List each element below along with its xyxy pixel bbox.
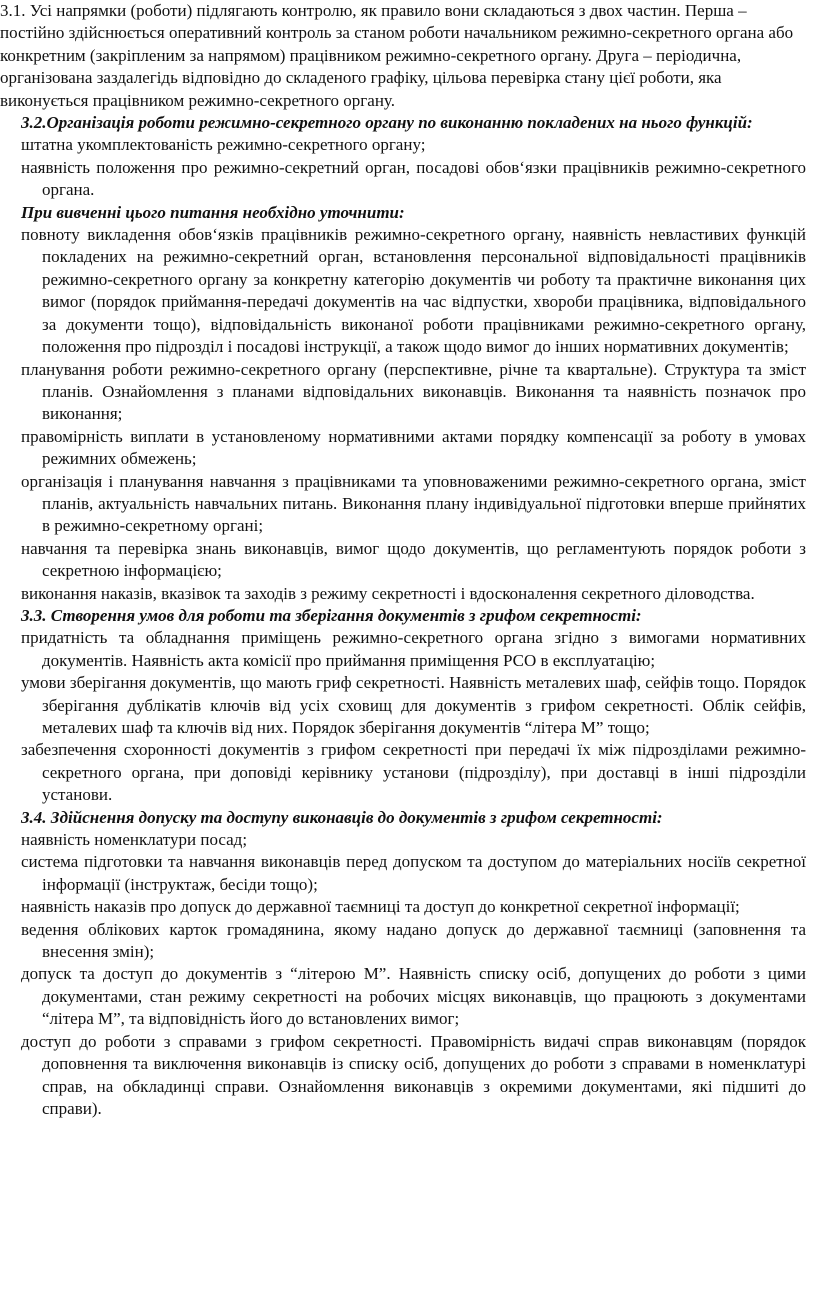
list-item: наявність номенклатури посад; (21, 830, 248, 850)
intro-paragraph: 3.1. Усі напрямки (роботи) підлягають контролю, як правило вони складаються з двох частин. Перша – постійно здійснюється оперативний контроль за станом роботи начальником режимно-секретного органа або конкретним (закріпленим за напрямом) працівником режимно-секретного органу. Друга – періодична, організована заздалегідь відповідно до складеного графіку, цільова перевірка стану цієї роботи, яка виконується працівником режимно-секретного органу. (0, 1, 794, 110)
list-item: умови зберігання документів, що мають гриф секретності. Наявність металевих шаф, сейфів тощо. Порядок зберігання дублікатів ключів від усіх сховищ для документів з грифом секретності. Облік сейфів, металевих шаф та ключів від них. Порядок зберігання документів “літера М” тощо; (21, 673, 807, 737)
section-heading-3-4: 3.4. Здійснення допуску та доступу виконавців до документів з грифом секретності: (21, 807, 663, 827)
list-item: ведення облікових карток громадянина, якому надано допуск до державної таємниці (заповнення та внесення змін); (21, 919, 806, 962)
list-item: придатність та обладнання приміщень режимно-секретного органа згідно з вимогами нормативних документів. Наявність акта комісії про приймання приміщення РСО в експлуатацію; (21, 628, 806, 670)
list-item: штатна укомплектованість режимно-секретного органу; (21, 135, 426, 155)
list-item: наявність наказів про допуск до державної таємниці та доступ до конкретної секретної інформації; (21, 897, 740, 917)
list-item: забезпечення схоронності документів з грифом секретності при передачі їх між підрозділами режимно-секретного органа, при доповіді керівнику установи (підрозділу), при доставці в інші підрозділи установи. (21, 740, 806, 805)
list-item: виконання наказів, вказівок та заходів з режиму секретності і вдосконалення секретного діловодства. (21, 583, 755, 603)
section-heading-3-3: 3.3. Створення умов для роботи та зберігання документів з грифом секретності: (21, 605, 642, 625)
subheading-clarify: При вивченні цього питання необхідно уточнити: (21, 202, 405, 222)
list-item: система підготовки та навчання виконавців перед допуском та доступом до матеріальних носіїв секретної інформації (інструктаж, бесіди тощо); (21, 852, 806, 894)
list-item: доступ до роботи з справами з грифом секретності. Правомірність видачі справ виконавцям (порядок доповнення та виключення виконавців із списку осіб, допущених до роботи з справами в номенклатурі справ, на обкладинці справи. Ознайомлення виконавців з окремими документами, які підшиті до справи). (21, 1031, 806, 1118)
list-item: повноту викладення обов‘язків працівників режимно-секретного органу, наявність невластивих функцій покладених на режимно-секретний орган, встановлення персональної відповідальності працівників режимно-секретного органу за конкретну категорію документів чи роботу та практичне виконання цих вимог (порядок приймання-передачі документів на час відпустки, хвороби працівника, відповідального за документи тощо), відповідальність виконаної роботи працівниками режимно-секретного органу, положення про підрозділ і посадові інструкції, а також щодо вимог до інших нормативних документів; (21, 225, 806, 357)
list-item: планування роботи режимно-секретного органу (перспективне, річне та квартальне). Структура та зміст планів. Ознайомлення з планами відповідальних виконавців. Виконання та наявність позначок про виконання; (21, 359, 806, 424)
list-item: допуск та доступ до документів з “літерою М”. Наявність списку осіб, допущених до роботи з цими документами, стан режиму секретності на робочих місцях виконавців, що працюють з документами “літера М”, та відповідність його до встановлених вимог; (21, 964, 806, 1029)
list-item: наявність положення про режимно-секретний орган, посадові обов‘язки працівників режимно-секретного органа. (21, 157, 806, 200)
list-item: правомірність виплати в установленому нормативними актами порядку компенсації за роботу в умовах режимних обмежень; (21, 426, 806, 469)
list-item: навчання та перевірка знань виконавців, вимог щодо документів, що регламентують порядок роботи з секретною інформацією; (21, 538, 806, 581)
list-item: організація і планування навчання з працівниками та уповноваженими режимно-секретного органа, зміст планів, актуальність навчальних питань. Виконання плану індивідуальної підготовки вперше прийнятих в режимно-секретному органі; (21, 471, 806, 536)
section-heading-3-2: 3.2.Організація роботи режимно-секретного органу по виконанню покладених на нього функцій: (21, 113, 753, 133)
